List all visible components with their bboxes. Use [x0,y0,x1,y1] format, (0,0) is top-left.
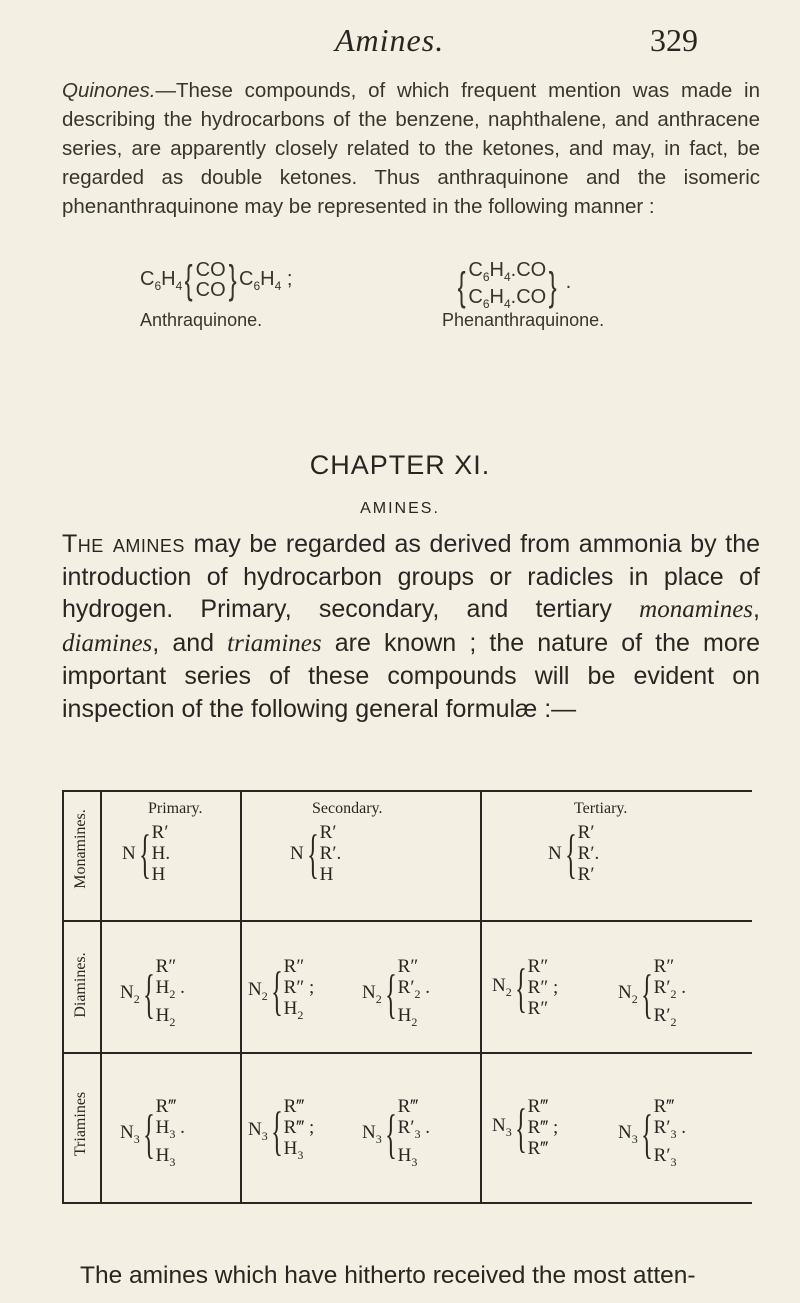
amines-formula-table [62,790,752,1250]
continuation-line: The amines which have hitherto received the most atten- [80,1262,696,1289]
table-rule-label [100,790,102,1202]
table-rule-top [62,790,752,792]
anthraquinone-formula: $C_6H_4${ CO CO } $C_6H_4$ ; [140,258,293,302]
quinones-paragraph [62,76,760,221]
row-label-triamines: Triamines [72,1091,89,1157]
table-rule-bottom [62,1202,752,1204]
table-rule-2 [62,1052,752,1054]
formula-diamine-tertiary-a: $N_2$ { R″ R″ ; R″ [492,956,559,1019]
formula-diamine-secondary-b: $N_2$ { R″ $R'_2$ . $H_2$ [362,956,430,1029]
amines-lead: The amines [62,530,185,558]
table-rule-col1 [240,790,242,1202]
row-label-diamines: Diamines. [72,952,89,1018]
section-title: AMINES. [360,500,440,517]
formula-monamine-tertiary: N { R′ R′. R′ [548,822,600,885]
formula-triamine-secondary-b: $N_3$ { R‴ $R'_3$ . $H_3$ [362,1096,430,1169]
row-label-monamines: Monamines. [72,809,89,889]
table-rule-1 [62,920,752,922]
table-rule-col2 [480,790,482,1202]
col-header-secondary: Secondary. [312,800,383,817]
formula-triamine-primary: $N_3$ { R‴ $H_3$ . $H_3$ [120,1096,185,1169]
formula-triamine-secondary-a: $N_3$ { R‴ R‴ ; $H_3$ [248,1096,315,1162]
amines-paragraph: The amines may be regarded as derived from ammonia by the introduction of hydrocarbon groups or radicles in place of hydrogen. Primary, secondary, and tertiary monamines, diamines, and triamines are known ; the nature of the more important series of these compounds will be evident on inspection of the following general formulæ :— [62,530,761,723]
formula-triamine-tertiary-b: $N_3$ { R‴ $R'_3$ . $R'_3$ [618,1096,686,1169]
chapter-title: CHAPTER XI. [309,450,491,480]
col-header-primary: Primary. [148,800,203,817]
formula-diamine-primary: $N_2$ { R″ $H_2$ . $H_2$ [120,956,185,1029]
formula-monamine-secondary: N { R′ R′. H [290,822,342,885]
anthraquinone-caption: Anthraquinone. [140,310,263,330]
table-rule-left [62,790,64,1202]
page-number: 329 [650,22,698,58]
quinones-lead: Quinones. [62,79,156,102]
formula-triamine-tertiary-a: $N_3$ { R‴ R‴ ; R‴ [492,1096,559,1159]
col-header-tertiary: Tertiary. [574,800,628,817]
running-title: Amines. [335,22,445,58]
running-head [0,22,800,62]
formula-diamine-secondary-a: $N_2$ { R″ R″ ; $H_2$ [248,956,315,1022]
phenanthraquinone-formula: { $C_6H_4.CO$ $C_6H_4.CO$ } · [457,259,572,311]
quinones-text: —These compounds, of which frequent mention was made in describing the hydrocarbons of the benzene, naphthalene, and anthracene series, are apparently closely related to the ketones, and may, in fact, be regarded as double ketones. Thus anthraquinone and the isomeric phenanthraquinone may be represented in the following manner : [62,79,760,218]
phenanthraquinone-caption: Phenanthraquinone. [442,310,605,330]
formula-monamine-primary: N { R′ H. H [122,822,171,885]
formula-diamine-tertiary-b: $N_2$ { R″ $R'_2$ . $R'_2$ [618,956,686,1029]
